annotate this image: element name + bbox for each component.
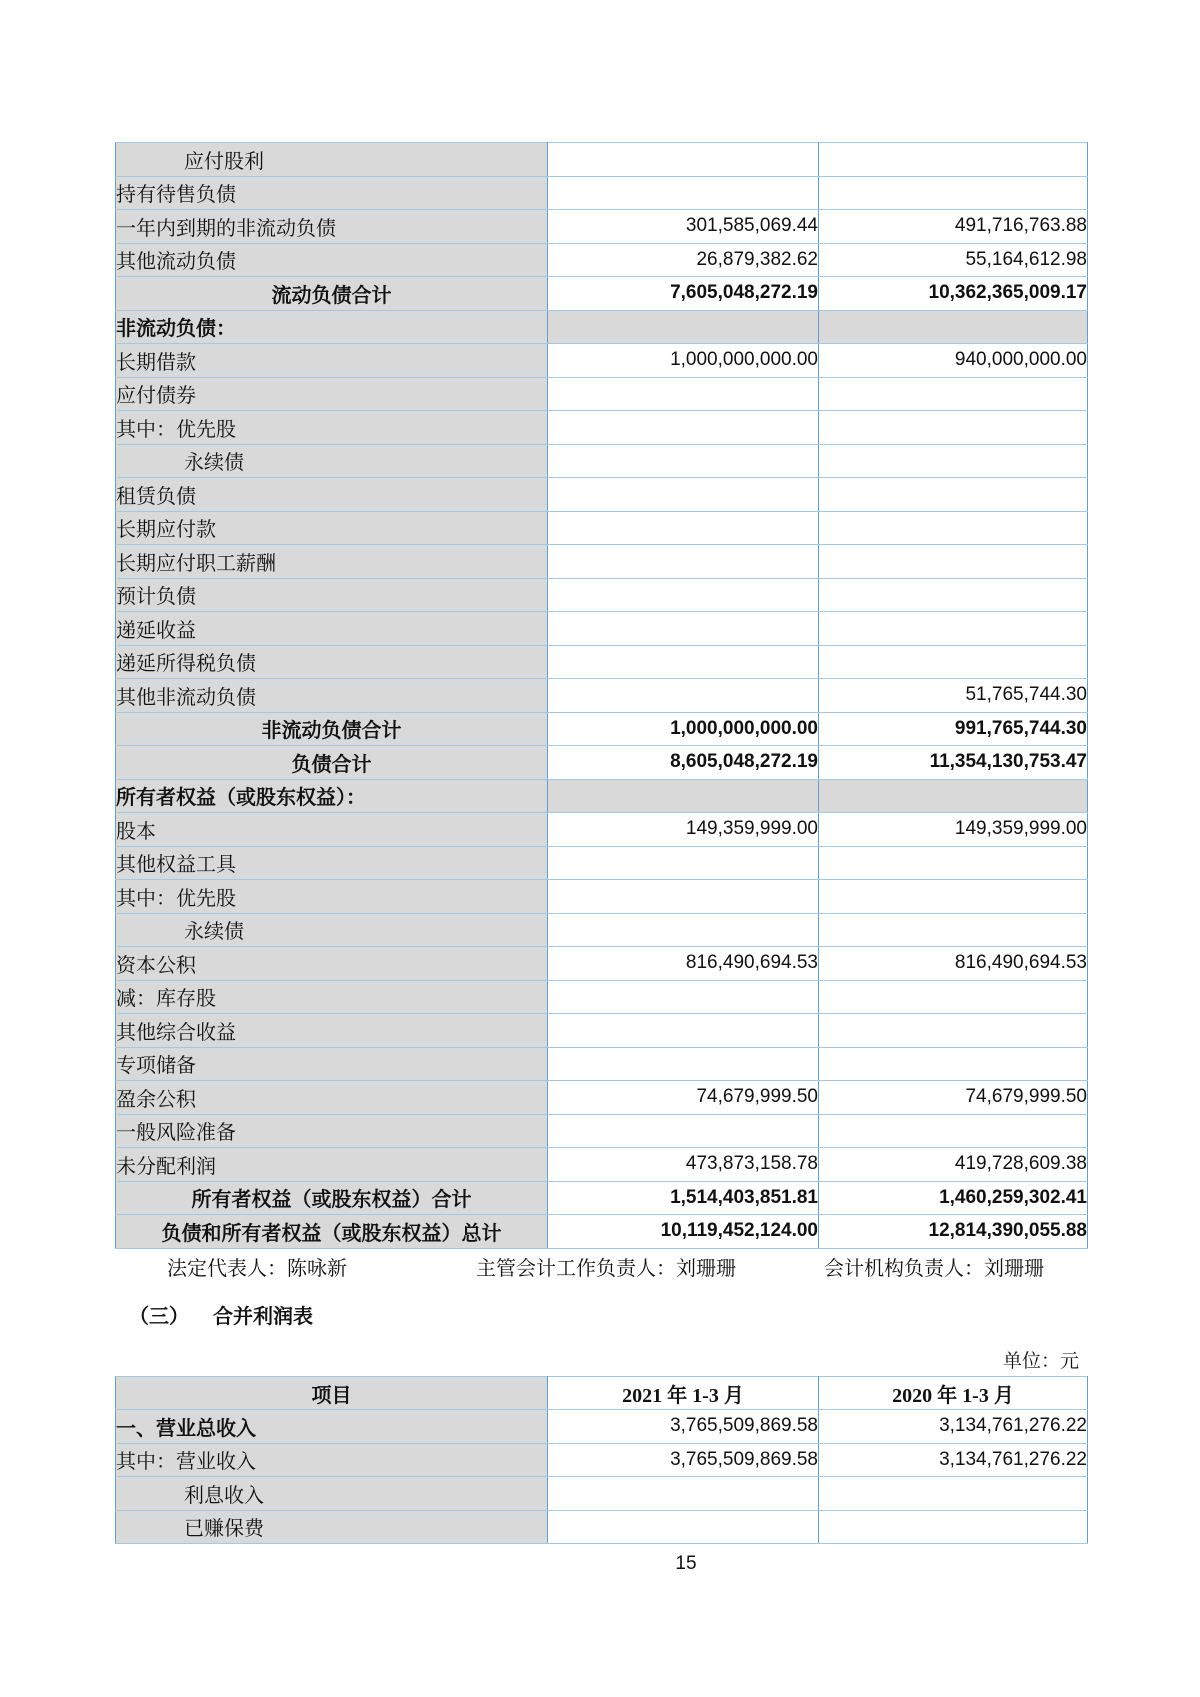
table-row [116, 344, 1088, 378]
column-header-2021: 2021 年 1-3 月 [548, 1377, 819, 1410]
value-2021-cell: 3,765,509,869.58 [548, 1443, 819, 1477]
value-2020-cell: 74,679,999.50 [819, 1081, 1088, 1115]
table-row [116, 880, 1088, 914]
value-2021-cell [548, 645, 819, 679]
value-2021-cell [548, 980, 819, 1014]
value-2021-cell [548, 143, 819, 177]
table-row [116, 511, 1088, 545]
value-2021-cell [548, 846, 819, 880]
legal-representative-signature: 法定代表人：陈咏新 [167, 1258, 347, 1280]
table-row [116, 645, 1088, 679]
item-label-cell: 预计负债 [116, 578, 548, 612]
item-label-cell: 递延所得税负债 [116, 645, 548, 679]
item-label-cell: 未分配利润 [116, 1148, 548, 1182]
item-label-cell: 股本 [116, 813, 548, 847]
item-label-cell: 盈余公积 [116, 1081, 548, 1115]
column-header-item: 项目 [116, 1377, 548, 1410]
value-2021-cell: 10,119,452,124.00 [548, 1215, 819, 1249]
table-row [116, 913, 1088, 947]
balance-sheet-table [115, 142, 1088, 1249]
value-2021-cell [548, 578, 819, 612]
value-2020-cell: 3,134,761,276.22 [819, 1410, 1088, 1444]
item-label-cell: 所有者权益（或股东权益）合计 [116, 1181, 548, 1215]
item-label-cell: 长期借款 [116, 344, 548, 378]
value-2021-cell: 1,000,000,000.00 [548, 712, 819, 746]
item-label-cell: 其中：优先股 [116, 880, 548, 914]
value-2020-cell [819, 612, 1088, 646]
table-row [116, 444, 1088, 478]
unit-label: 单位：元 [1002, 1351, 1079, 1372]
value-2020-cell [819, 545, 1088, 579]
value-2020-cell: 491,716,763.88 [819, 210, 1088, 244]
item-label-cell: 长期应付款 [116, 511, 548, 545]
item-label-cell: 永续债 [116, 444, 548, 478]
value-2020-cell: 3,134,761,276.22 [819, 1443, 1088, 1477]
item-label-cell: 其他非流动负债 [116, 679, 548, 713]
item-label-cell: 长期应付职工薪酬 [116, 545, 548, 579]
table-row [116, 210, 1088, 244]
value-2021-cell [548, 779, 819, 813]
value-2020-cell: 55,164,612.98 [819, 243, 1088, 277]
table-row [116, 310, 1088, 344]
value-2021-cell [548, 913, 819, 947]
item-label-cell: 其他流动负债 [116, 243, 548, 277]
item-label-cell: 一年内到期的非流动负债 [116, 210, 548, 244]
value-2020-cell: 816,490,694.53 [819, 947, 1088, 981]
value-2021-cell [548, 545, 819, 579]
value-2021-cell [548, 511, 819, 545]
item-label-cell: 负债和所有者权益（或股东权益）总计 [116, 1215, 548, 1249]
item-label-cell: 利息收入 [116, 1477, 548, 1511]
value-2020-cell [819, 444, 1088, 478]
item-label-cell: 租赁负债 [116, 478, 548, 512]
table-row [116, 1081, 1088, 1115]
value-2020-cell [819, 511, 1088, 545]
value-2021-cell [548, 1047, 819, 1081]
item-label-cell: 资本公积 [116, 947, 548, 981]
value-2020-cell [819, 478, 1088, 512]
table-row [116, 176, 1088, 210]
value-2021-cell [548, 1114, 819, 1148]
item-label-cell: 所有者权益（或股东权益）： [116, 779, 548, 813]
page-number: 15 [675, 1553, 697, 1574]
value-2020-cell [819, 980, 1088, 1014]
table-row [116, 1477, 1088, 1511]
value-2020-cell: 12,814,390,055.88 [819, 1215, 1088, 1249]
value-2020-cell [819, 176, 1088, 210]
table-row [116, 243, 1088, 277]
table-row [116, 947, 1088, 981]
value-2021-cell: 8,605,048,272.19 [548, 746, 819, 780]
item-label-cell: 应付债券 [116, 377, 548, 411]
value-2021-cell: 26,879,382.62 [548, 243, 819, 277]
table-row [116, 980, 1088, 1014]
value-2020-cell [819, 880, 1088, 914]
value-2021-cell: 3,765,509,869.58 [548, 1410, 819, 1444]
item-label-cell: 非流动负债合计 [116, 712, 548, 746]
value-2021-cell: 7,605,048,272.19 [548, 277, 819, 311]
item-label-cell: 其中：营业收入 [116, 1443, 548, 1477]
table-row [116, 478, 1088, 512]
section-heading [129, 1300, 313, 1329]
header-row [116, 1377, 1088, 1410]
value-2021-cell: 1,514,403,851.81 [548, 1181, 819, 1215]
value-2020-cell [819, 310, 1088, 344]
value-2020-cell [819, 377, 1088, 411]
table-row [116, 746, 1088, 780]
value-2021-cell [548, 880, 819, 914]
item-label-cell: 其他综合收益 [116, 1014, 548, 1048]
value-2020-cell [819, 1510, 1088, 1544]
value-2020-cell: 51,765,744.30 [819, 679, 1088, 713]
value-2020-cell: 149,359,999.00 [819, 813, 1088, 847]
item-label-cell: 递延收益 [116, 612, 548, 646]
accounting-head-signature: 主管会计工作负责人：刘珊珊 [476, 1258, 736, 1280]
value-2020-cell: 1,460,259,302.41 [819, 1181, 1088, 1215]
table-row [116, 143, 1088, 177]
value-2020-cell: 11,354,130,753.47 [819, 746, 1088, 780]
item-label-cell: 负债合计 [116, 746, 548, 780]
table-row [116, 679, 1088, 713]
table-row [116, 612, 1088, 646]
column-header-2020: 2020 年 1-3 月 [819, 1377, 1088, 1410]
table-row [116, 1148, 1088, 1182]
table-row [116, 377, 1088, 411]
value-2020-cell [819, 578, 1088, 612]
item-label-cell: 其中：优先股 [116, 411, 548, 445]
value-2021-cell [548, 377, 819, 411]
value-2020-cell [819, 645, 1088, 679]
value-2020-cell: 419,728,609.38 [819, 1148, 1088, 1182]
table-row [116, 712, 1088, 746]
item-label-cell: 非流动负债： [116, 310, 548, 344]
item-label-cell: 专项储备 [116, 1047, 548, 1081]
table-row [116, 1410, 1088, 1444]
accounting-org-signature: 会计机构负责人：刘珊珊 [824, 1258, 1044, 1280]
value-2021-cell: 473,873,158.78 [548, 1148, 819, 1182]
value-2021-cell: 816,490,694.53 [548, 947, 819, 981]
value-2021-cell: 301,585,069.44 [548, 210, 819, 244]
item-label-cell: 其他权益工具 [116, 846, 548, 880]
item-label-cell: 减：库存股 [116, 980, 548, 1014]
item-label-cell: 已赚保费 [116, 1510, 548, 1544]
table-row [116, 1510, 1088, 1544]
value-2021-cell: 149,359,999.00 [548, 813, 819, 847]
item-label-cell: 持有待售负债 [116, 176, 548, 210]
value-2020-cell [819, 1114, 1088, 1148]
value-2021-cell [548, 310, 819, 344]
value-2021-cell [548, 478, 819, 512]
income-statement-body [116, 1410, 1088, 1544]
balance-sheet-body [116, 143, 1088, 1249]
item-label-cell: 应付股利 [116, 143, 548, 177]
value-2021-cell [548, 411, 819, 445]
value-2021-cell: 74,679,999.50 [548, 1081, 819, 1115]
value-2021-cell [548, 612, 819, 646]
table-row [116, 578, 1088, 612]
item-label-cell: 流动负债合计 [116, 277, 548, 311]
table-row [116, 411, 1088, 445]
table-row [116, 1014, 1088, 1048]
table-row [116, 846, 1088, 880]
income-statement-header [116, 1377, 1088, 1410]
table-row [116, 545, 1088, 579]
value-2020-cell: 940,000,000.00 [819, 344, 1088, 378]
value-2021-cell: 1,000,000,000.00 [548, 344, 819, 378]
table-row [116, 277, 1088, 311]
value-2021-cell [548, 1014, 819, 1048]
table-row [116, 813, 1088, 847]
section-heading-title: 合并利润表 [213, 1306, 313, 1328]
item-label-cell: 永续债 [116, 913, 548, 947]
income-statement-table [115, 1376, 1088, 1544]
table-row [116, 779, 1088, 813]
value-2021-cell [548, 176, 819, 210]
table-row [116, 1114, 1088, 1148]
table-row [116, 1443, 1088, 1477]
value-2020-cell [819, 1477, 1088, 1511]
table-row [116, 1181, 1088, 1215]
value-2021-cell [548, 1477, 819, 1511]
value-2020-cell: 10,362,365,009.17 [819, 277, 1088, 311]
value-2021-cell [548, 1510, 819, 1544]
value-2020-cell [819, 779, 1088, 813]
item-label-cell: 一、营业总收入 [116, 1410, 548, 1444]
item-label-cell: 一般风险准备 [116, 1114, 548, 1148]
value-2020-cell [819, 1047, 1088, 1081]
value-2020-cell [819, 143, 1088, 177]
value-2020-cell [819, 913, 1088, 947]
value-2020-cell: 991,765,744.30 [819, 712, 1088, 746]
table-row [116, 1215, 1088, 1249]
value-2020-cell [819, 1014, 1088, 1048]
value-2021-cell [548, 444, 819, 478]
section-heading-index: （三） [129, 1306, 189, 1328]
value-2020-cell [819, 411, 1088, 445]
value-2020-cell [819, 846, 1088, 880]
table-row [116, 1047, 1088, 1081]
value-2021-cell [548, 679, 819, 713]
